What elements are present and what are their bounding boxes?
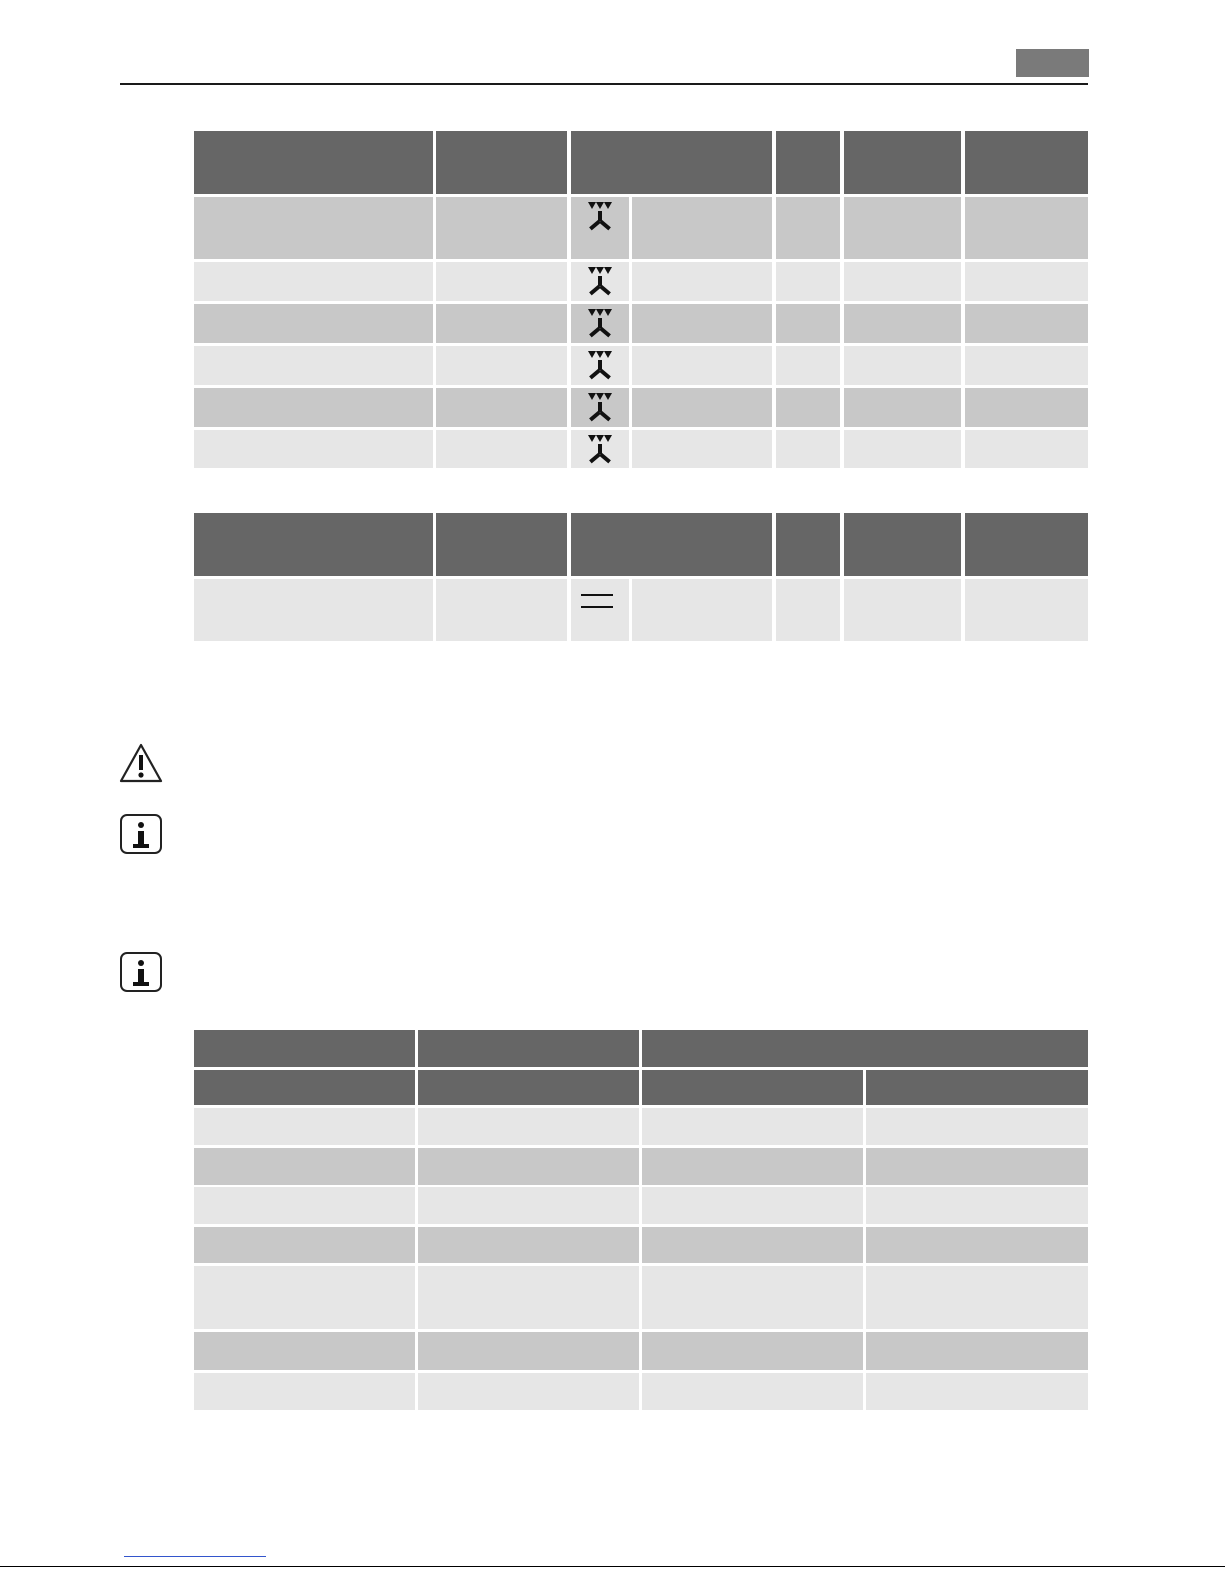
- fan-icon: [586, 202, 614, 236]
- table-cell: [436, 197, 567, 259]
- fan-icon: [586, 267, 614, 301]
- table-cell: [194, 346, 433, 385]
- table-cell: [194, 1148, 415, 1185]
- table-header-cell: [642, 1070, 863, 1105]
- table-cell: [632, 388, 772, 427]
- footer-link[interactable]: [124, 1556, 266, 1557]
- table-cell: [776, 262, 840, 301]
- table-header-cell: [642, 1030, 1088, 1067]
- table-cell: [965, 579, 1088, 641]
- table-cell: [965, 262, 1088, 301]
- table-cell: [965, 304, 1088, 343]
- table-cell: [776, 388, 840, 427]
- table-cell: [776, 304, 840, 343]
- table-cell: [965, 197, 1088, 259]
- info-icon: [120, 952, 162, 992]
- table-cell: [418, 1187, 639, 1224]
- bottom-heat-icon: [581, 592, 613, 612]
- table-cell: [844, 430, 961, 468]
- table-cell: [965, 430, 1088, 468]
- table-header-cell: [436, 513, 567, 576]
- table-cell: [632, 304, 772, 343]
- fan-icon: [586, 309, 614, 343]
- table-cell: [194, 1227, 415, 1263]
- table-cell: [418, 1227, 639, 1263]
- table-header-cell: [194, 131, 433, 194]
- table-header-cell: [194, 1070, 415, 1105]
- table-cell: [436, 346, 567, 385]
- table-header-cell: [571, 513, 772, 576]
- table-cell: [642, 1187, 863, 1224]
- page-bottom-divider: [0, 1566, 1225, 1567]
- table-cell: [866, 1332, 1088, 1370]
- table-cell: [965, 388, 1088, 427]
- fan-icon: [586, 393, 614, 427]
- table-header-cell: [844, 131, 961, 194]
- table-cell: [965, 346, 1088, 385]
- table-cell: [776, 430, 840, 468]
- table-cell: [642, 1148, 863, 1185]
- table-cell: [436, 388, 567, 427]
- table-cell: [436, 579, 567, 641]
- header-divider: [120, 83, 1088, 85]
- table-header-cell: [965, 513, 1088, 576]
- table-cell: [866, 1373, 1088, 1410]
- table-cell: [642, 1108, 863, 1145]
- table-cell: [194, 388, 433, 427]
- fan-icon: [586, 351, 614, 385]
- table-cell: [866, 1187, 1088, 1224]
- table-header-cell: [866, 1070, 1088, 1105]
- table-header-cell: [418, 1030, 639, 1067]
- table-cell: [418, 1148, 639, 1185]
- page-section-tab: [1016, 49, 1089, 77]
- table-cell: [194, 1266, 415, 1329]
- table-cell: [418, 1332, 639, 1370]
- table-cell: [844, 197, 961, 259]
- table-cell: [436, 262, 567, 301]
- table-cell: [632, 197, 772, 259]
- table-cell: [632, 579, 772, 641]
- table-cell: [194, 1373, 415, 1410]
- table-cell: [194, 1187, 415, 1224]
- table-cell: [194, 1108, 415, 1145]
- table-header-cell: [194, 1030, 415, 1067]
- warning-icon: [118, 742, 164, 784]
- table-cell: [194, 579, 433, 641]
- table-cell: [844, 262, 961, 301]
- table-cell: [642, 1266, 863, 1329]
- table-cell: [642, 1373, 863, 1410]
- table-cell: [194, 262, 433, 301]
- table-cell: [776, 579, 840, 641]
- table-cell: [844, 579, 961, 641]
- table-cell: [194, 304, 433, 343]
- table-cell: [844, 346, 961, 385]
- table-cell: [632, 346, 772, 385]
- table-cell: [436, 304, 567, 343]
- table-cell: [776, 197, 840, 259]
- info-icon: [120, 814, 162, 854]
- table-cell: [418, 1373, 639, 1410]
- table-header-cell: [418, 1070, 639, 1105]
- table-cell: [642, 1332, 863, 1370]
- table-cell: [418, 1266, 639, 1329]
- fan-icon: [586, 435, 614, 469]
- table-header-cell: [776, 131, 840, 194]
- table-cell: [194, 197, 433, 259]
- table-cell: [436, 430, 567, 468]
- table-header-cell: [436, 131, 567, 194]
- table-cell: [776, 346, 840, 385]
- table-header-cell: [844, 513, 961, 576]
- table-cell: [844, 304, 961, 343]
- table-cell: [866, 1266, 1088, 1329]
- table-header-cell: [776, 513, 840, 576]
- table-header-cell: [194, 513, 433, 576]
- table-header-cell: [571, 131, 772, 194]
- table-cell: [418, 1108, 639, 1145]
- table-cell: [642, 1227, 863, 1263]
- table-header-cell: [965, 131, 1088, 194]
- table-cell: [844, 388, 961, 427]
- table-cell: [632, 262, 772, 301]
- table-cell: [866, 1148, 1088, 1185]
- table-cell: [866, 1108, 1088, 1145]
- table-cell: [632, 430, 772, 468]
- table-cell: [866, 1227, 1088, 1263]
- table-cell: [194, 430, 433, 468]
- table-cell: [194, 1332, 415, 1370]
